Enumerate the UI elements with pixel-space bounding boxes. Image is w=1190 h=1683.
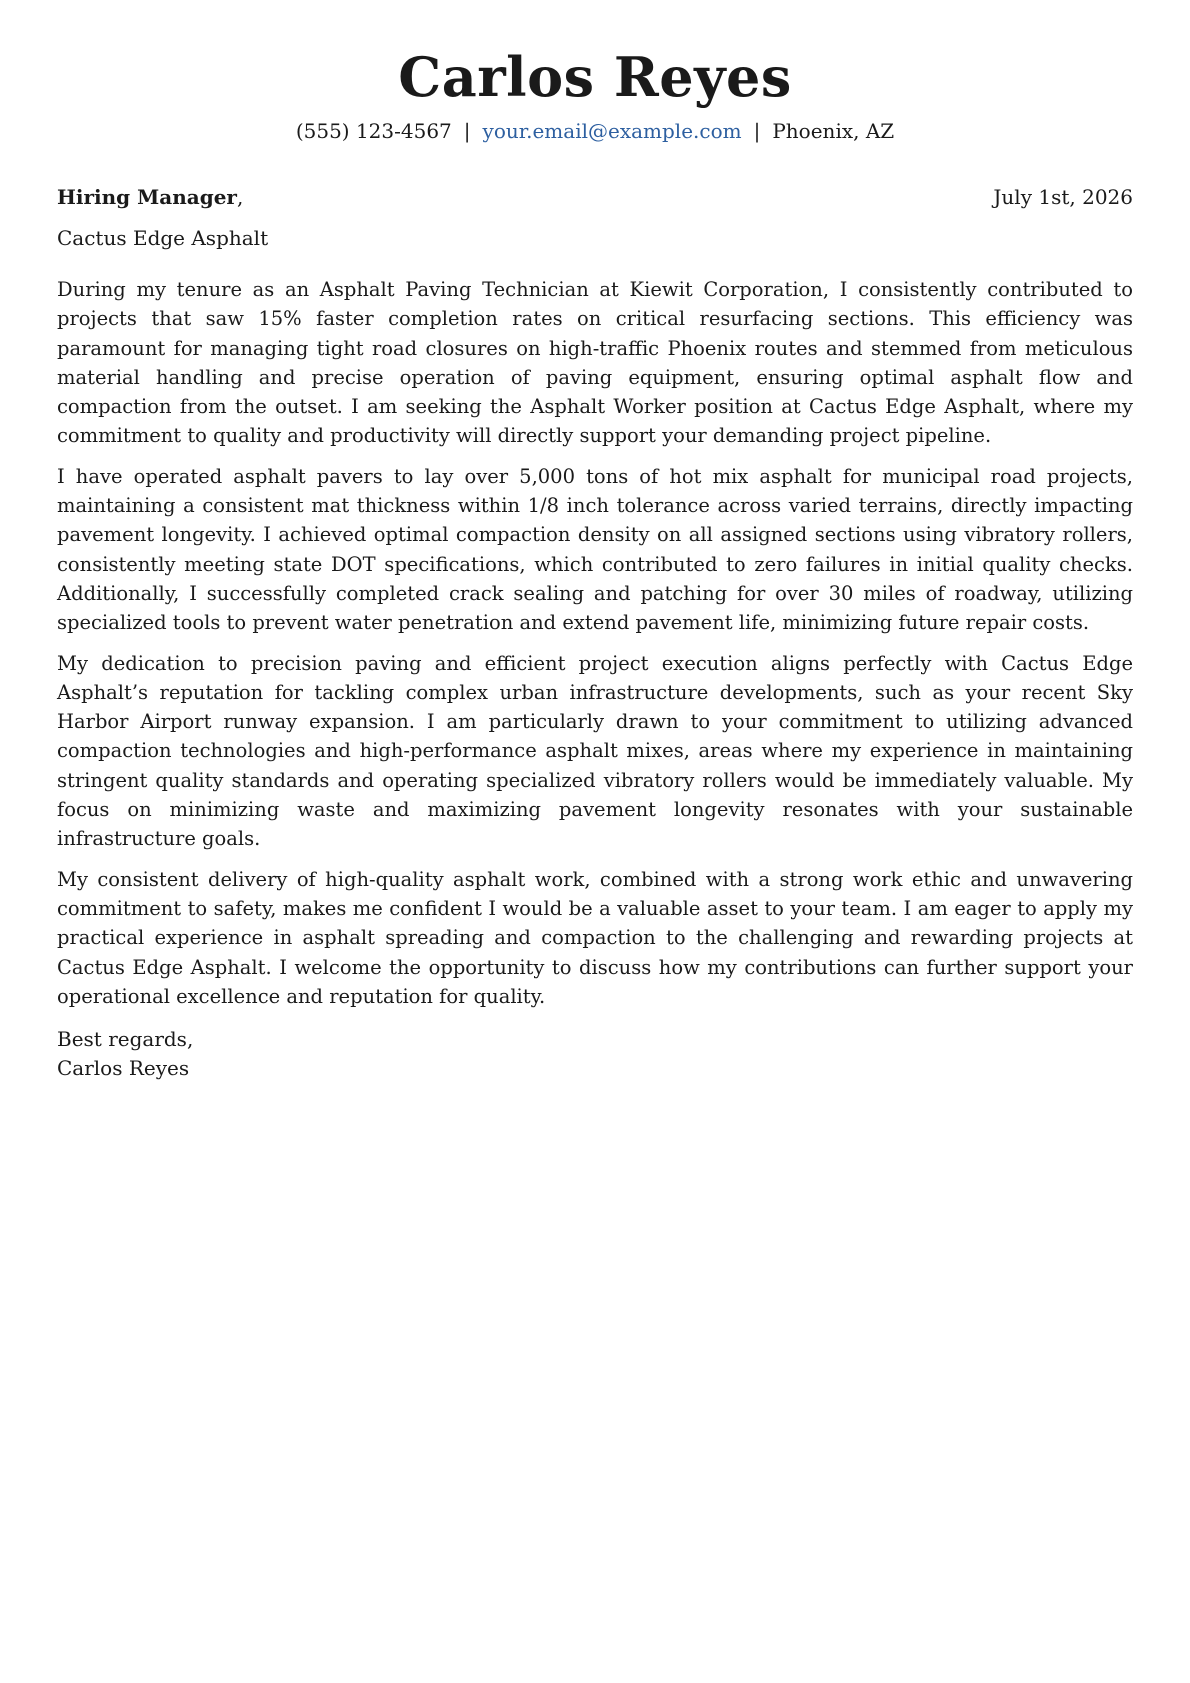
- letter-header: [57, 44, 1133, 144]
- recipient-company: Cactus Edge Asphalt: [57, 226, 269, 250]
- recipient-title-suffix: ,: [236, 185, 244, 209]
- email-link[interactable]: your.email@example.com: [482, 119, 742, 143]
- contact-separator: |: [753, 119, 761, 143]
- location: Phoenix, AZ: [772, 119, 895, 143]
- body-paragraph: My consistent delivery of high-quality asphalt work, combined with a strong work ethic and unwavering commitment to safety, makes me confident I would be a valuable asset to your team. I am eager to apply my practical experience in asphalt spreading and compaction to the challenging and rewarding projects at Cactus Edge Asphalt. I welcome the opportunity to discuss how my contributions can further support your operational excellence and reputation for quality.: [57, 867, 1133, 1008]
- recipient-line: [57, 184, 243, 210]
- body-paragraph: My dedication to precision paving and efficient project execution aligns perfectly with Cactus Edge Asphalt’s reputation for tackling complex urban infrastructure developments, such as your recent Sky Harbor Airport runway expansion. I am particularly drawn to your commitment to utilizing advanced compaction technologies and high-performance asphalt mixes, areas where my experience in maintaining stringent quality standards and operating specialized vibratory rollers would be immediately valuable. My focus on minimizing waste and maximizing pavement longevity resonates with your sustainable infrastructure goals.: [57, 651, 1133, 851]
- closing-signature: Carlos Reyes: [57, 1056, 190, 1081]
- letter-date: July 1st, 2026: [993, 185, 1133, 209]
- contact-separator: |: [463, 119, 471, 143]
- body-paragraph: I have operated asphalt pavers to lay over 5,000 tons of hot mix asphalt for municipal road projects, maintaining a consistent mat thickness within 1/8 inch tolerance across varied terrains, directly impacting pavement longevity. I achieved optimal compaction density on all assigned sections using vibratory rollers, consistently meeting state DOT specifications, which contributed to zero failures in initial quality checks. Additionally, I successfully completed crack sealing and patching for over 30 miles of roadway, utilizing specialized tools to prevent water penetration and extend pavement life, minimizing future repair costs.: [57, 464, 1133, 635]
- body-paragraph: During my tenure as an Asphalt Paving Technician at Kiewit Corporation, I consistently contributed to projects that saw 15% faster completion rates on critical resurfacing sections. This efficiency was paramount for managing tight road closures on high-traffic Phoenix routes and stemmed from meticulous material handling and precise operation of paving equipment, ensuring optimal asphalt flow and compaction from the outset. I am seeking the Asphalt Worker position at Cactus Edge Asphalt, where my commitment to quality and productivity will directly support your demanding project pipeline.: [57, 278, 1133, 448]
- letter-closing: [57, 1025, 1133, 1083]
- closing-salutation: Best regards,: [57, 1027, 194, 1052]
- letter-body: [57, 275, 1133, 1011]
- recipient-title: Hiring Manager: [57, 185, 237, 209]
- contact-line: [57, 118, 1133, 144]
- recipient-date-row: [57, 184, 1133, 210]
- cover-letter-page: [57, 0, 1133, 1083]
- phone-number: (555) 123-4567: [295, 119, 452, 143]
- applicant-name: Carlos Reyes: [398, 45, 792, 109]
